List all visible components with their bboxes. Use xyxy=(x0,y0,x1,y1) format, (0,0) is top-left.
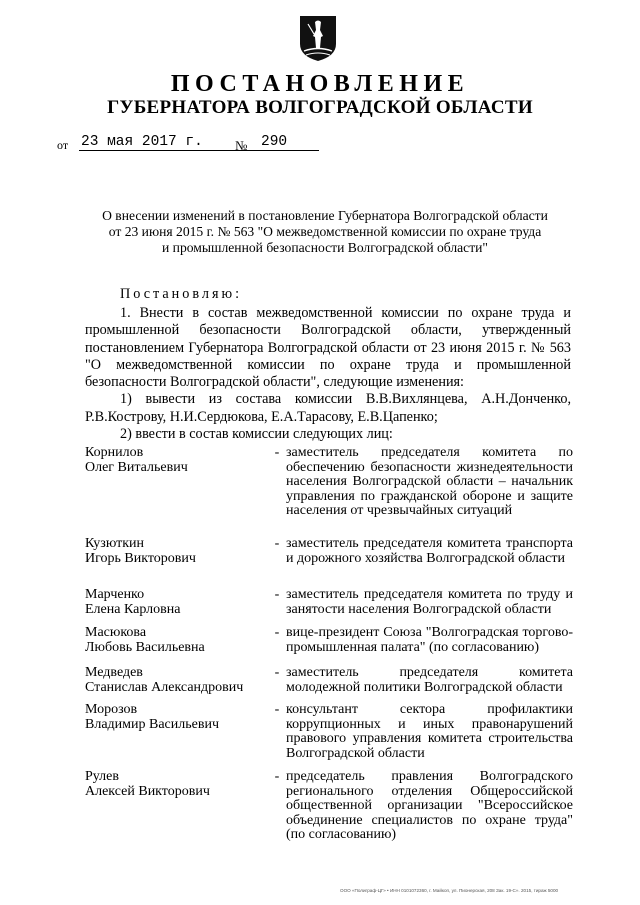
member-dash: - xyxy=(274,702,280,717)
subject-line: О внесении изменений в постановление Губернатора Волгоградской области xyxy=(102,208,548,223)
paragraph-1-1: 1) вывести из состава комиссии В.В.Вихлянцева, А.Н.Донченко, Р.В.Кострову, Н.И.Сердюкова, Е.А.Тарасову, Е.В.Цапенко; xyxy=(85,391,571,425)
document-number: 290 xyxy=(257,134,319,151)
member-given-name: Любовь Васильевна xyxy=(85,639,205,655)
member-dash: - xyxy=(274,769,280,784)
number-label: № xyxy=(235,138,248,153)
member-surname: Марченко xyxy=(85,587,145,602)
member-surname: Кузюткин xyxy=(85,536,144,551)
member-given-name: Станислав Александрович xyxy=(85,679,244,695)
decree-word: Постановляю: xyxy=(120,286,243,302)
member-surname: Морозов xyxy=(85,702,138,717)
document-issuer: ГУБЕРНАТОРА ВОЛГОГРАДСКОЙ ОБЛАСТИ xyxy=(107,97,533,118)
coat-of-arms-icon xyxy=(298,14,338,62)
member-role: председатель правления Волгоградского регионального отделения Общероссийской общественной организации "Всероссийское объединение специалистов по охране труда" (по согласованию) xyxy=(286,769,573,843)
member-name xyxy=(85,446,270,475)
member-role: консультант сектора профилактики коррупционных и иных правонарушений правового управления комитета строительства Волгоградской области xyxy=(286,702,573,761)
member-role: заместитель председателя комитета по труду и занятости населения Волгоградской области xyxy=(286,587,573,617)
paragraph-1: 1. Внести в состав межведомственной комиссии по охране труда и промышленной безопасности Волгоградской области, утвержденный постановлением Губернатора Волгоградской области от 23 июня 2015 г. № 563 "О межведомственной комиссии по охране труда и промышленной безопасности Волгоградской области", следующие изменения: xyxy=(85,305,571,391)
member-name xyxy=(85,703,270,732)
member-dash: - xyxy=(274,665,280,680)
member-surname: Корнилов xyxy=(85,445,144,460)
member-given-name: Алексей Викторович xyxy=(85,783,210,799)
document-title: ПОСТАНОВЛЕНИЕ xyxy=(170,71,470,97)
print-imprint: ООО «Полиграф-ЦГ» • ИНН 0101072360, г. Майкоп, ул. Пионерская, 208 Зак. 19-С». 2015, тираж 5000 xyxy=(340,888,559,893)
member-name xyxy=(85,626,270,655)
member-role: заместитель председателя комитета по обеспечению безопасности жизнедеятельности населения Волгоградской области – начальник управления по гражданской обороне и защите населения от чрезвычайных ситуаций xyxy=(286,445,573,519)
member-surname: Рулев xyxy=(85,769,119,784)
member-given-name: Игорь Викторович xyxy=(85,550,196,566)
member-name xyxy=(85,537,270,566)
member-name xyxy=(85,588,270,617)
member-role: заместитель председателя комитета молодежной политики Волгоградской области xyxy=(286,665,573,695)
member-role: заместитель председателя комитета транспорта и дорожного хозяйства Волгоградской области xyxy=(286,536,573,566)
subject-line: и промышленной безопасности Волгоградской области" xyxy=(162,240,488,255)
member-surname: Масюкова xyxy=(85,625,147,640)
member-given-name: Владимир Васильевич xyxy=(85,716,219,732)
member-dash: - xyxy=(274,536,280,551)
member-dash: - xyxy=(274,445,280,460)
document-date: 23 мая 2017 г. xyxy=(79,134,289,151)
date-number-row xyxy=(57,134,347,154)
member-role: вице-президент Союза "Волгоградская торгово-промышленная палата" (по согласованию) xyxy=(286,625,573,655)
subject-line: от 23 июня 2015 г. № 563 "О межведомственной комиссии по охране труда xyxy=(108,224,542,239)
decree-body xyxy=(85,305,571,443)
member-name xyxy=(85,666,270,695)
paragraph-1-2: 2) ввести в состав комиссии следующих лиц: xyxy=(120,426,393,443)
date-prefix: от xyxy=(57,138,69,152)
member-given-name: Олег Витальевич xyxy=(85,459,188,475)
member-name xyxy=(85,770,270,799)
document-subject xyxy=(78,208,572,256)
member-dash: - xyxy=(274,625,280,640)
member-dash: - xyxy=(274,587,280,602)
member-given-name: Елена Карловна xyxy=(85,601,181,617)
member-surname: Медведев xyxy=(85,665,143,680)
